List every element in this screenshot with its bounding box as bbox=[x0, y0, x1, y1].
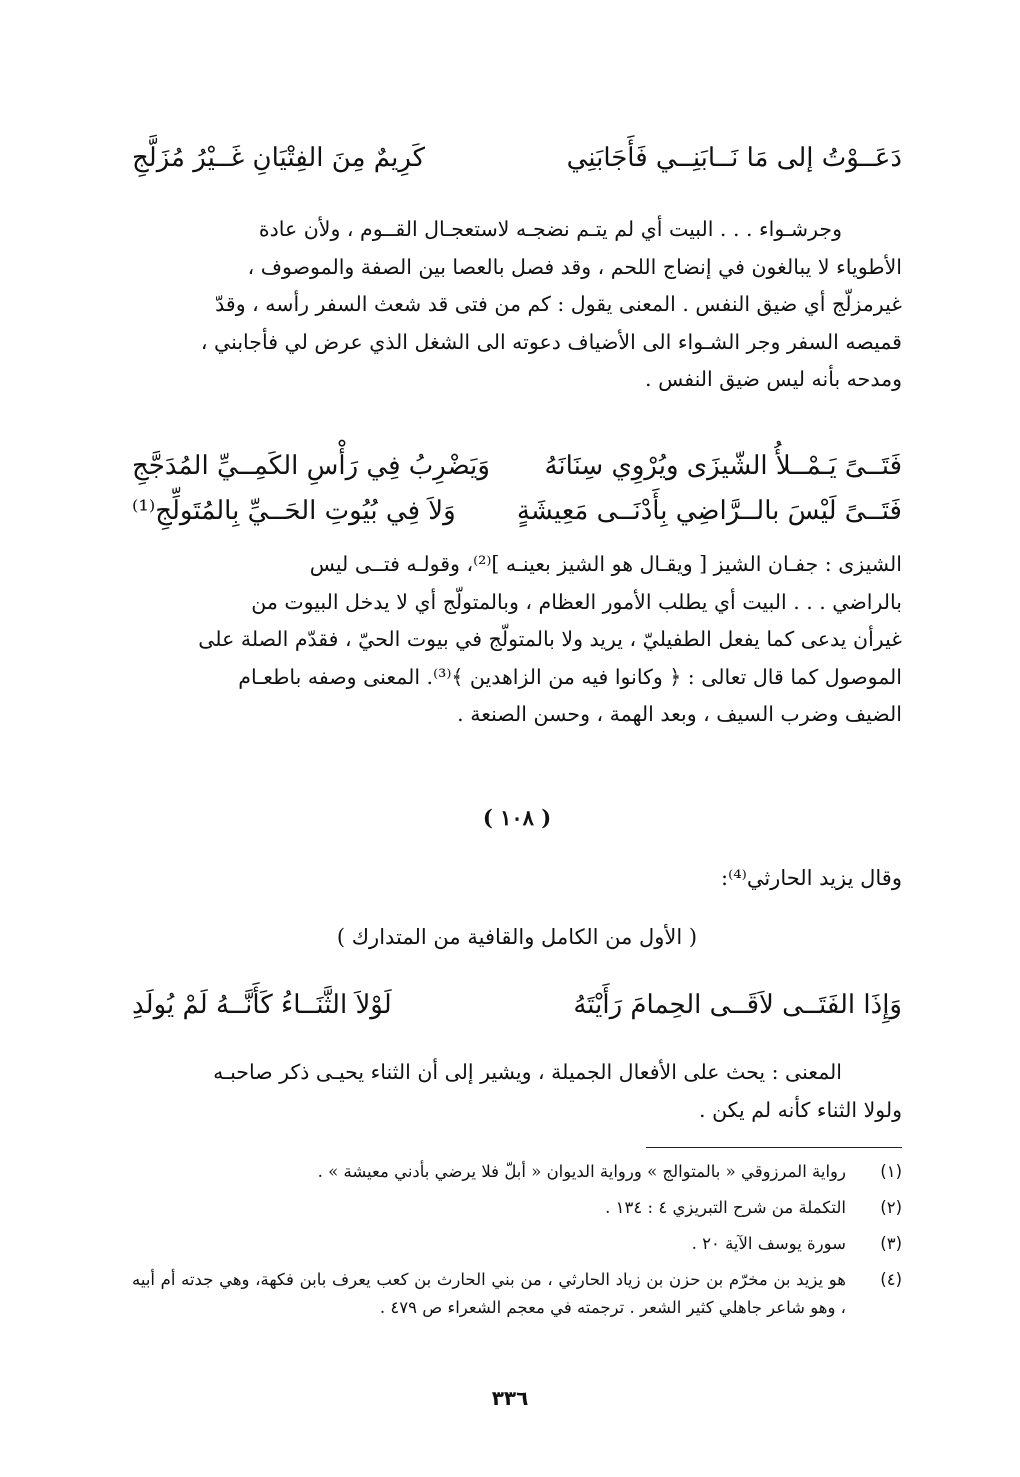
commentary-block-3 bbox=[132, 1054, 902, 1129]
page-number: ٣٣٦ bbox=[491, 1386, 529, 1410]
verse-3-first-hemistich: فَتَــىً لَيْسَ بالــرَّاضِي بِأَدْنَــى مَعِيشَةٍ bbox=[516, 496, 902, 526]
footnote-4-text: هو يزيد بن مخرّم بن حزن بن زياد الحارثي ، من بني الحارث بن كعب يعرف بابن فكهة، وهي جدته أم أبيه ، وهو شاعر جاهلي كثير الشعر . ترجمته في معجم الشعراء ص ٤٧٩ . bbox=[132, 1270, 846, 1317]
verse-4-first-hemistich: وَإِذَا الفَتَــى لاَقَــى الحِمامَ رَأَيْتَهُ bbox=[573, 990, 902, 1020]
commentary-1-line-1: وجرشـواء . . . البيت أي لم يتـم نضجـه لاستعجـال القــوم ، ولأن عادة bbox=[258, 217, 842, 241]
footnote-separator bbox=[646, 1147, 902, 1148]
commentary-2-line-5: الضيف وضرب السيف ، وبعد الهمة ، وحسن الصنعة . bbox=[457, 702, 902, 726]
verse-1-second-hemistich: كَرِيمٌ مِنَ الفِتْيَانِ غَــيْرُ مُزَلَّجِ bbox=[132, 143, 426, 173]
footnote-4-number: (٤) bbox=[880, 1270, 902, 1289]
poem-intro: وقال يزيد الحارثي⁽⁴⁾: bbox=[721, 866, 902, 890]
commentary-1-line-2: الأطوياء لا يبالغون في إنضاج اللحم ، وقد فصل بالعصا بين الصفة والموصوف ، bbox=[247, 254, 902, 279]
verse-2-second-hemistich: وَيَضْرِبُ فِي رَأْسِ الكَمِــيِّ المُدَجَّجِ bbox=[132, 451, 490, 481]
commentary-block-1 bbox=[132, 211, 902, 399]
footnote-1 bbox=[132, 1158, 902, 1186]
commentary-2-line-1: الشيزى : جفـان الشيز [ ويقـال هو الشيز بعينـه ]⁽²⁾، وقولـه فتــى ليس bbox=[309, 552, 902, 576]
footnote-2-text: التكملة من شرح التبريزي ٤ : ١٣٤ . bbox=[605, 1198, 846, 1217]
commentary-3-line-2: ولولا الثناء كأنه لم يكن . bbox=[699, 1097, 902, 1122]
footnote-3-text: سورة يوسف الآية ٢٠ . bbox=[691, 1234, 846, 1253]
verse-2-first-hemistich: فَتَــىً يَـمْــلأُ الشّيزَى ويُرْوِي سِنَانَهُ bbox=[544, 451, 902, 481]
footnote-3 bbox=[132, 1230, 902, 1258]
footnote-4 bbox=[132, 1266, 902, 1322]
commentary-1-line-3: غيرمزلّج أي ضيق النفس . المعنى يقول : كم من فتى قد شعث السفر رأسه ، وقدّ bbox=[215, 292, 902, 316]
footnotes bbox=[132, 1158, 902, 1322]
commentary-2-line-3: غيرأن يدعى كما يفعل الطفيليّ ، يريد ولا بالمتولّج في بيوت الحيّ ، فقدّم الصلة على bbox=[198, 627, 902, 651]
commentary-1-line-5: ومدحه بأنه ليس ضيق النفس . bbox=[645, 367, 902, 391]
footnote-1-number: (١) bbox=[880, 1162, 902, 1181]
meter-heading: ( الأول من الكامل والقافية من المتدارك ) bbox=[336, 925, 698, 949]
commentary-2-line-4: الموصول كما قال تعالى : ﴿ وكانوا فيه من الزاهدين ﴾⁽³⁾. المعنى وصفه باطعـام bbox=[238, 664, 902, 689]
verse-line-1 bbox=[132, 138, 902, 178]
footnote-2-number: (٢) bbox=[880, 1198, 902, 1217]
commentary-3-line-1: المعنى : يحث على الأفعال الجميلة ، ويشير إلى أن الثناء يحيـى ذكر صاحبـه bbox=[213, 1060, 842, 1084]
verse-line-3 bbox=[132, 491, 902, 531]
verse-1-first-hemistich: دَعَــوْتُ إلى مَا نَــابَنِــي فَأَجَابَنِي bbox=[566, 143, 902, 173]
verse-3-second-hemistich: وَلاَ فِي بُيُوتِ الحَــيِّ بِالمُتَولِّجِ⁽¹⁾ bbox=[132, 496, 456, 526]
verse-line-2 bbox=[132, 446, 902, 486]
commentary-1-line-4: قميصه السفر وجر الشـواء الى الأضياف دعوته الى الشغل الذي عرض لي فأجابني ، bbox=[200, 329, 902, 354]
commentary-2-line-2: بالراضي . . . البيت أي يطلب الأمور العظام ، وبالمتولّج أي لا يدخل البيوت من bbox=[251, 589, 902, 614]
verse-4-second-hemistich: لَوْلاَ الثَّنَــاءُ كَأَنَّــهُ لَمْ يُولَدِ bbox=[132, 990, 392, 1020]
verse-line-4 bbox=[132, 985, 902, 1025]
commentary-block-2 bbox=[132, 546, 902, 734]
footnote-2 bbox=[132, 1194, 902, 1222]
section-number: ( ١٠٨ ) bbox=[482, 805, 552, 830]
footnote-1-text: رواية المرزوقي « بالمتوالج » ورواية الديوان « أبلّ فلا يرضي بأدني معيشة » . bbox=[317, 1162, 846, 1181]
footnote-3-number: (٣) bbox=[880, 1234, 902, 1253]
